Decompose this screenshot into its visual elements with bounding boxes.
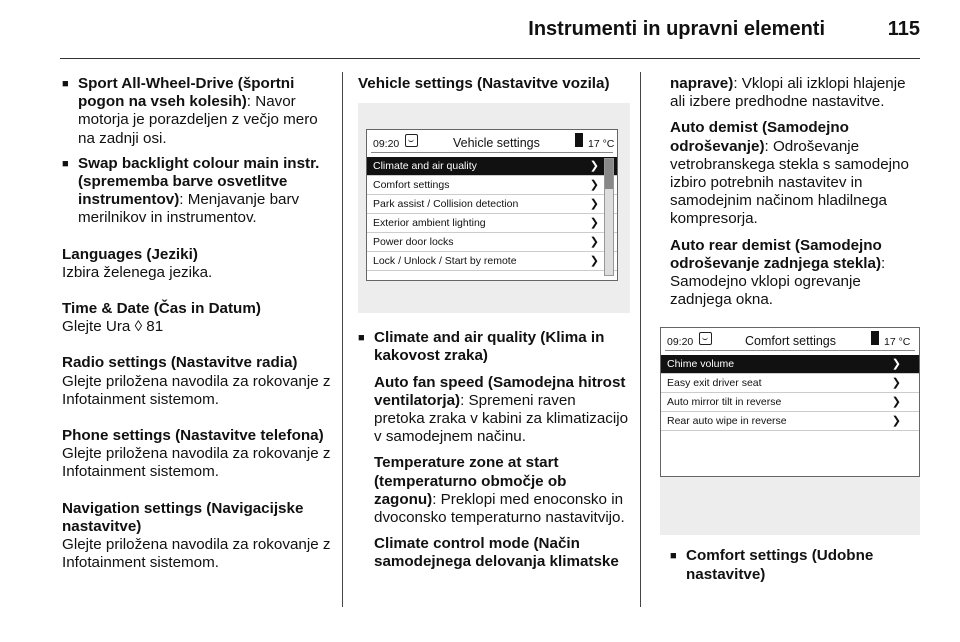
- square-bullet-icon: ■: [358, 332, 365, 345]
- square-bullet-icon: ■: [670, 550, 677, 563]
- bullet-item: [670, 547, 920, 583]
- menu-item[interactable]: [661, 355, 919, 374]
- display-screen: [366, 129, 618, 281]
- section-title: Vehicle settings (Nastavitve vozila): [358, 75, 610, 92]
- chevron-right-icon: ❯: [589, 255, 599, 268]
- section-text: Izbira želenega jezika.: [62, 263, 213, 281]
- display-titlebar: [367, 130, 617, 152]
- sub-item: Climate control mode (Način samodejnega delovanja klimatske: [374, 535, 619, 571]
- menu-item-label: Comfort settings: [373, 179, 450, 192]
- menu-item-label: Exterior ambient lighting: [373, 217, 486, 230]
- sub-item: Auto fan speed (Samodejna hitrost ventilatorja): Spremeni raven pretoka zraka v kabini za klimatizacijo v samodejnem načinu.: [374, 373, 629, 446]
- section-text: Glejte priložena navodila za rokovanje z Infotainment sistemom.: [62, 445, 331, 481]
- sub-item: naprave): Vklopi ali izklopi hlajenje ali izbere predhodne nastavitve.: [670, 75, 906, 111]
- section-title: Time & Date (Čas in Datum): [62, 300, 261, 318]
- bullet-text: : Menjavanje barv merilnikov in instrumentov.: [78, 191, 300, 227]
- menu-item[interactable]: [661, 393, 919, 412]
- section-time-date: [62, 300, 332, 336]
- bullet-item: [62, 155, 332, 228]
- section-radio: [62, 354, 332, 409]
- menu-item-label: Park assist / Collision detection: [373, 198, 519, 211]
- section-title: Radio settings (Nastavitve radia): [62, 354, 298, 372]
- column-1: [62, 75, 332, 590]
- menu-item-label: Power door locks: [373, 236, 454, 249]
- header-divider: [60, 58, 920, 59]
- column-2: [358, 75, 630, 580]
- chevron-right-icon: ❯: [891, 377, 901, 390]
- chevron-right-icon: ❯: [589, 198, 599, 211]
- menu-item-label: Climate and air quality: [373, 160, 477, 173]
- menu-item[interactable]: [367, 214, 617, 233]
- column-3: [667, 75, 920, 591]
- column-divider-1: [342, 72, 343, 607]
- section-text: Glejte Ura ◊ 81: [62, 318, 164, 336]
- menu-list: [367, 157, 617, 271]
- section-title: Languages (Jeziki): [62, 245, 198, 263]
- temperature: 17 °C: [884, 336, 911, 349]
- bullet-text: : Navor motorja je porazdeljen z večjo mero na zadnji osi.: [78, 93, 318, 147]
- scrollbar-thumb[interactable]: [605, 159, 613, 189]
- display-screen: [660, 327, 920, 477]
- column-divider-2: [640, 72, 641, 607]
- thermometer-icon: [871, 331, 879, 345]
- camera-icon: [405, 134, 418, 147]
- menu-item[interactable]: [661, 374, 919, 393]
- section-navigation: [62, 500, 332, 573]
- section-phone: [62, 427, 332, 482]
- bullet-title: Swap backlight colour main instr. (sprememba barve osvetlitve instrumentov): [78, 154, 320, 209]
- screenshot-comfort-settings: [660, 327, 920, 535]
- square-bullet-icon: ■: [62, 78, 69, 90]
- screenshot-vehicle-settings: [358, 103, 630, 313]
- page-title: Instrumenti in upravni elementi: [528, 18, 825, 40]
- page-header: [0, 0, 960, 60]
- camera-icon: [699, 332, 712, 345]
- bullet-title: Climate and air quality (Klima in kakovost zraka): [374, 329, 605, 365]
- section-title: Phone settings (Nastavitve telefona): [62, 427, 324, 445]
- bullet-title: Comfort settings (Udobne nastavitve): [686, 547, 874, 583]
- menu-item[interactable]: [661, 412, 919, 431]
- menu-item[interactable]: [367, 157, 617, 176]
- sub-item: Auto rear demist (Samodejno odroševanje zadnjega stekla): Samodejno vklopi ogrevanje zadnjega okna.: [670, 236, 886, 309]
- menu-item-label: Auto mirror tilt in reverse: [667, 396, 782, 409]
- section-title: Navigation settings (Navigacijske nastavitve): [62, 499, 304, 535]
- scrollbar[interactable]: [604, 158, 614, 276]
- clock: 09:20: [667, 336, 694, 349]
- chevron-right-icon: ❯: [589, 179, 599, 192]
- display-titlebar: [661, 328, 919, 350]
- section-languages: [62, 246, 332, 282]
- bullet-title: Sport All-Wheel-Drive (športni pogon na vseh kolesih): [78, 75, 295, 111]
- sub-items: [358, 374, 630, 572]
- sub-item: Auto demist (Samodejno odroševanje): Odroševanje vetrobranskega stekla s samodejno izbiro potrebnih nastavitev in samodejnim načinom hladilnega kompresorja.: [670, 119, 909, 228]
- menu-item[interactable]: [367, 233, 617, 252]
- bullet-item: [358, 329, 630, 365]
- display-title: Vehicle settings: [453, 136, 540, 151]
- menu-item-label: Lock / Unlock / Start by remote: [373, 255, 517, 268]
- menu-item-label: Easy exit driver seat: [667, 377, 762, 390]
- page-number: 115: [887, 18, 920, 40]
- bullet-item: [62, 75, 332, 148]
- display-title: Comfort settings: [745, 334, 837, 349]
- menu-item[interactable]: [367, 176, 617, 195]
- chevron-right-icon: ❯: [589, 160, 599, 173]
- section-text: Glejte priložena navodila za rokovanje z Infotainment sistemom.: [62, 372, 331, 408]
- square-bullet-icon: ■: [62, 157, 69, 170]
- menu-item-label: Rear auto wipe in reverse: [667, 415, 787, 428]
- chevron-right-icon: ❯: [891, 358, 901, 371]
- menu-item[interactable]: [367, 195, 617, 214]
- menu-item-label: Chime volume: [667, 358, 735, 371]
- chevron-right-icon: ❯: [589, 236, 599, 249]
- menu-list: [661, 355, 919, 431]
- menu-item[interactable]: [367, 252, 617, 271]
- chevron-right-icon: ❯: [891, 415, 901, 428]
- clock: 09:20: [373, 138, 400, 151]
- chevron-right-icon: ❯: [589, 217, 599, 230]
- thermometer-icon: [575, 133, 583, 147]
- chevron-right-icon: ❯: [891, 396, 901, 409]
- temperature: 17 °C: [588, 138, 615, 151]
- section-text: Glejte priložena navodila za rokovanje z Infotainment sistemom.: [62, 536, 331, 572]
- sub-item: Temperature zone at start (temperaturno območje ob zagonu): Preklopi med enoconsko in dvoconsko temperaturno nastavitvijo.: [374, 454, 625, 527]
